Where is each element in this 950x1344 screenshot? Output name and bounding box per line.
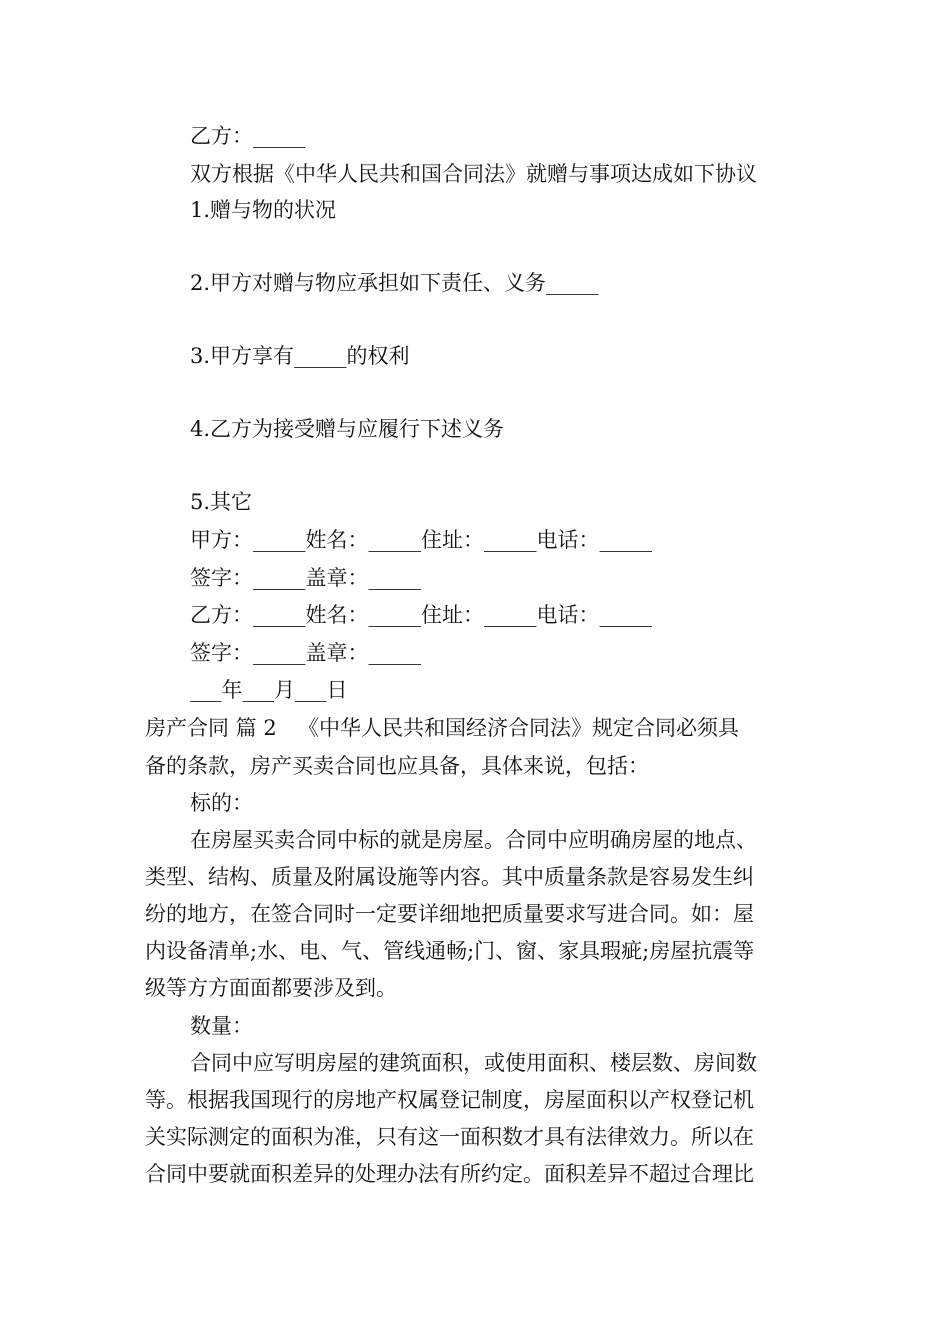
quantity-label: 数量： (190, 1014, 253, 1038)
party-b-signature-line: 乙方：_____姓名：_____住址：_____电话：_____ (190, 603, 652, 627)
subject-paragraph-line: 纷的地方，在签合同时一定要详细地把质量要求写进合同。如：屋 (145, 902, 754, 926)
section-heading: 房产合同 篇 2 (145, 716, 277, 740)
clause-2: 2.甲方对赠与物应承担如下责任、义务_____ (190, 271, 599, 295)
quantity-paragraph-line: 合同中应写明房屋的建筑面积，或使用面积、楼层数、房间数 (190, 1051, 757, 1075)
quantity-paragraph-line: 等。根据我国现行的房地产权属登记制度，房屋面积以产权登记机 (145, 1088, 754, 1112)
quantity-paragraph-line: 关实际测定的面积为准，只有这一面积数才具有法律效力。所以在 (145, 1125, 754, 1149)
clause-4: 4.乙方为接受赠与应履行下述义务 (190, 417, 505, 441)
clause-5: 5.其它 (190, 490, 253, 514)
party-a-signature-line: 甲方：_____姓名：_____住址：_____电话：_____ (190, 528, 652, 552)
lead-paragraph-line-1: 《中华人民共和国经济合同法》规定合同必须具 (298, 716, 739, 740)
date-line: ___年___月___日 (190, 678, 348, 702)
quantity-paragraph-line: 合同中要就面积差异的处理办法有所约定。面积差异不超过合理比 (145, 1162, 754, 1186)
subject-label: 标的： (190, 791, 253, 815)
party-a-sign-seal-line: 签字：_____盖章：_____ (190, 566, 421, 590)
lead-paragraph-line-2: 备的条款，房产买卖合同也应具备，具体来说，包括： (145, 754, 649, 778)
clause-3: 3.甲方享有_____的权利 (190, 344, 410, 368)
subject-paragraph-line: 级等方方面面都要涉及到。 (145, 976, 397, 1000)
party-b-line: 乙方：_____ (190, 124, 306, 148)
intro-paragraph: 双方根据《中华人民共和国合同法》就赠与事项达成如下协议 (190, 162, 757, 186)
subject-paragraph-line: 内设备清单;水、电、气、管线通畅;门、窗、家具瑕疵;房屋抗震等 (145, 939, 755, 963)
clause-1: 1.赠与物的状况 (190, 198, 337, 222)
party-b-sign-seal-line: 签字：_____盖章：_____ (190, 641, 421, 665)
subject-paragraph-line: 类型、结构、质量及附属设施等内容。其中质量条款是容易发生纠 (145, 865, 754, 889)
subject-paragraph-line: 在房屋买卖合同中标的就是房屋。合同中应明确房屋的地点、 (190, 828, 757, 852)
